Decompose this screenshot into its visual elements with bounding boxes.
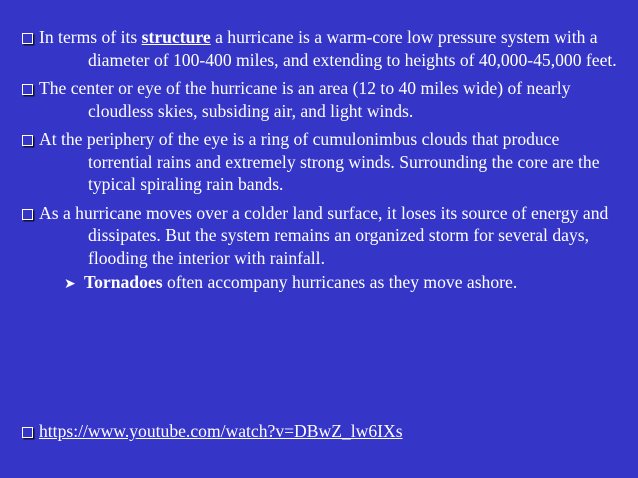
bullet-structure-before: In terms of its [39, 27, 142, 47]
bullet-eye-text: The center or eye of the hurricane is an area (12 to 40 miles wide) of nearly cloudless skies, subsiding air, and light winds. [39, 78, 571, 121]
arrow-right-icon: ➤ [64, 277, 76, 292]
sub-bullet-bold: Tornadoes [84, 272, 163, 292]
checkbox-square-icon [22, 33, 33, 44]
sub-bullet-tornadoes [22, 271, 618, 297]
bullet-periphery-text: At the periphery of the eye is a ring of cumulonimbus clouds that produce torrential rains and extremely strong winds. Surrounding the core are the typical spiraling rain bands. [39, 129, 600, 194]
bullet-eye [22, 77, 618, 122]
bullet-structure-emphasis: structure [141, 27, 211, 47]
bullet-structure [22, 26, 618, 71]
sub-bullet-text: often accompany hurricanes as they move ashore. [162, 272, 518, 292]
checkbox-square-icon [22, 427, 33, 438]
checkbox-square-icon [22, 135, 33, 146]
bullet-land [22, 202, 618, 270]
bullet-periphery [22, 128, 618, 196]
checkbox-square-icon [22, 209, 33, 220]
bullet-link [22, 420, 403, 443]
youtube-link[interactable]: https://www.youtube.com/watch?v=DBwZ_lw6IXs [39, 421, 403, 441]
checkbox-square-icon [22, 84, 33, 95]
bullet-structure-after: a hurricane is a warm-core low pressure system with a diameter of 100-400 miles, and extending to heights of 40,000-45,000 feet. [88, 27, 617, 70]
bullet-land-text: As a hurricane moves over a colder land surface, it loses its source of energy and dissipates. But the system remains an organized storm for several days, flooding the interior with rainfall. [39, 202, 609, 268]
